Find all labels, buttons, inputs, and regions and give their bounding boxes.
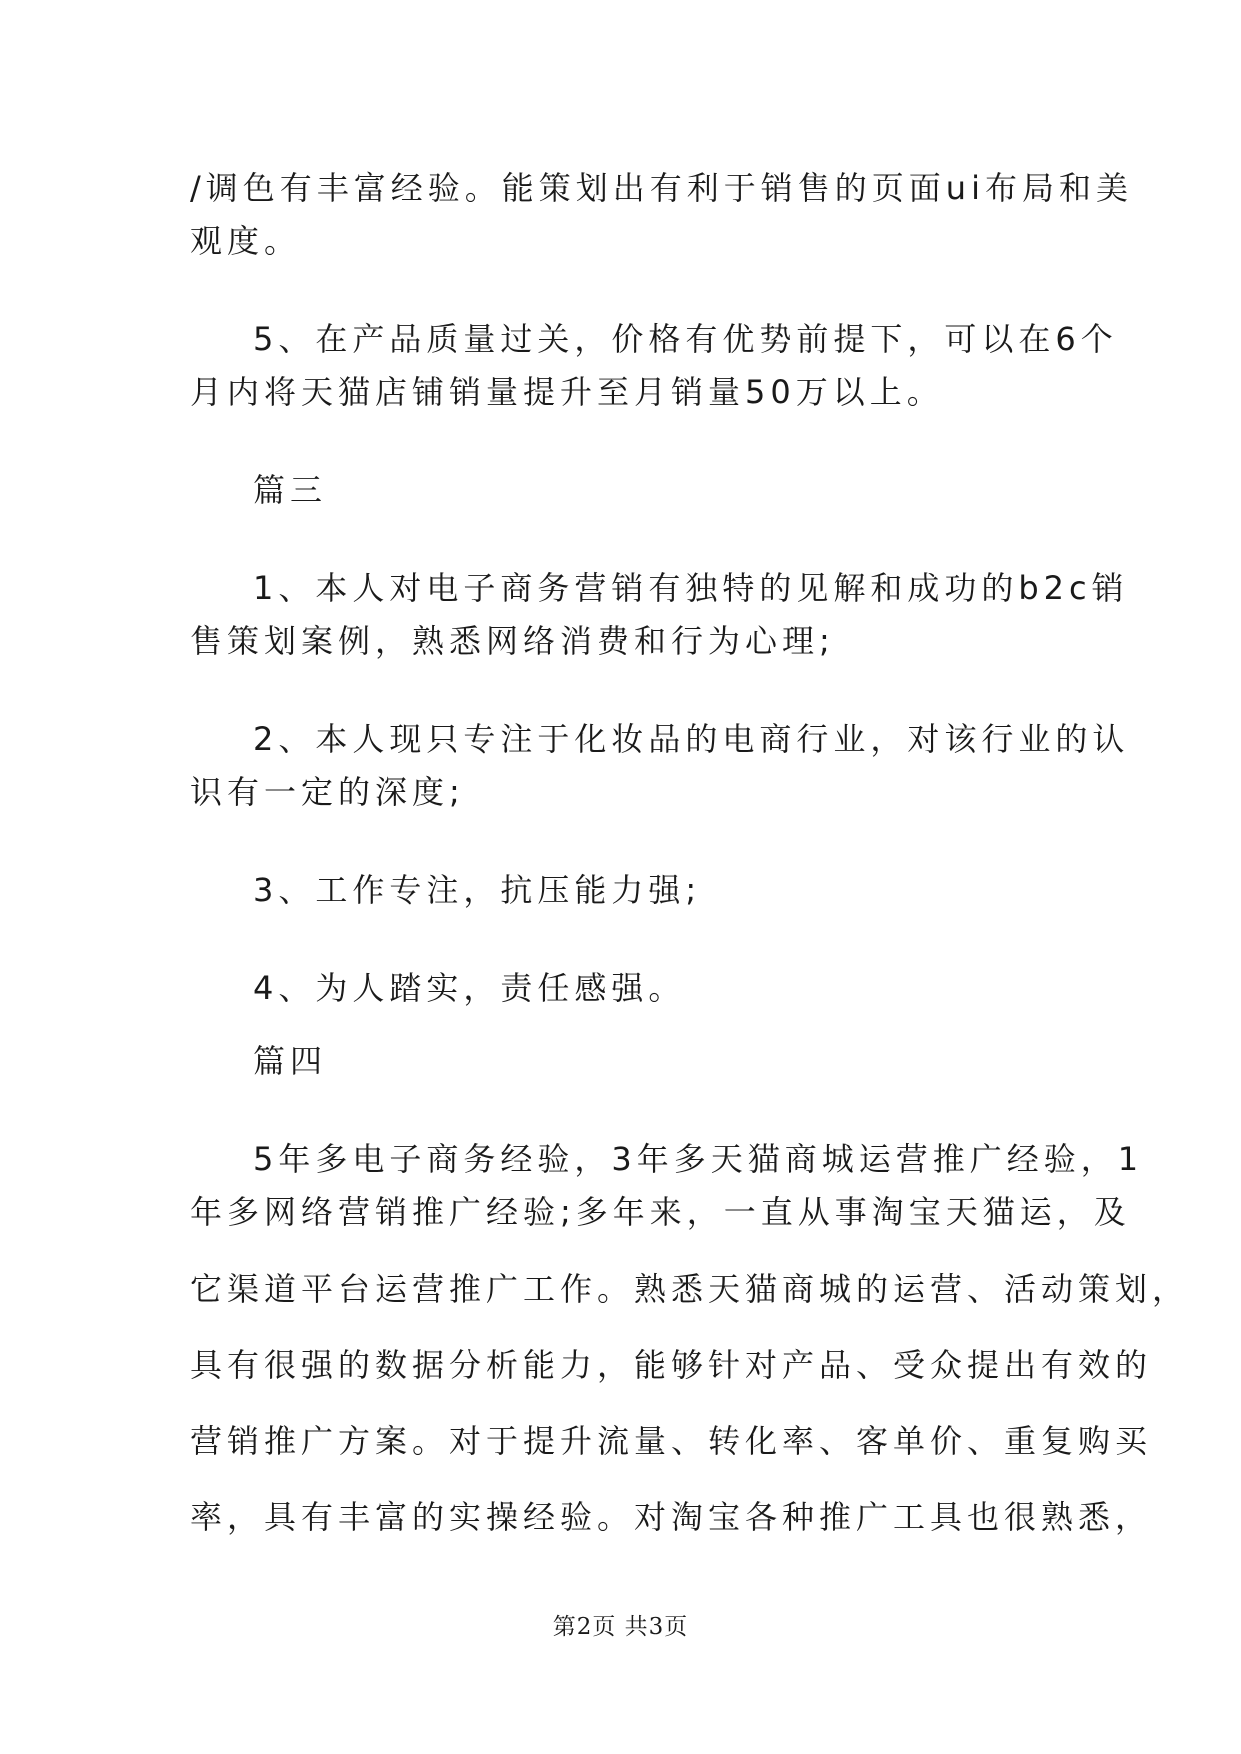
- text-line: 营销推广方案。对于提升流量、转化率、客单价、重复购买: [190, 1422, 1153, 1460]
- text-line: 4、为人踏实，责任感强。: [253, 969, 686, 1007]
- text-line: 具有很强的数据分析能力，能够针对产品、受众提出有效的: [190, 1346, 1153, 1384]
- text-line: 月内将天猫店铺销量提升至月销量50万以上。: [190, 373, 944, 411]
- text-line: /调色有丰富经验。能策划出有利于销售的页面ui布局和美: [190, 169, 1133, 207]
- page-number-footer: 第2页 共3页: [552, 1614, 689, 1640]
- text-line: 它渠道平台运营推广工作。熟悉天猫商城的运营、活动策划，: [190, 1270, 1190, 1308]
- text-line: 5年多电子商务经验，3年多天猫商城运营推广经验，1: [253, 1140, 1144, 1178]
- section-heading: 篇四: [253, 1042, 328, 1080]
- text-line: 1、本人对电子商务营销有独特的见解和成功的b2c销: [253, 569, 1129, 607]
- text-line: 识有一定的深度;: [190, 773, 465, 811]
- text-line: 率，具有丰富的实操经验。对淘宝各种推广工具也很熟悉，: [190, 1498, 1153, 1536]
- text-line: 3、工作专注，抗压能力强;: [253, 871, 702, 909]
- text-line: 2、本人现只专注于化妆品的电商行业，对该行业的认: [253, 720, 1130, 758]
- text-line: 观度。: [190, 222, 302, 260]
- section-heading: 篇三: [253, 471, 328, 509]
- text-line: 5、在产品质量过关，价格有优势前提下，可以在6个: [253, 320, 1118, 358]
- text-line: 年多网络营销推广经验;多年来，一直从事淘宝天猫运，及: [190, 1193, 1131, 1231]
- text-line: 售策划案例，熟悉网络消费和行为心理;: [190, 622, 835, 660]
